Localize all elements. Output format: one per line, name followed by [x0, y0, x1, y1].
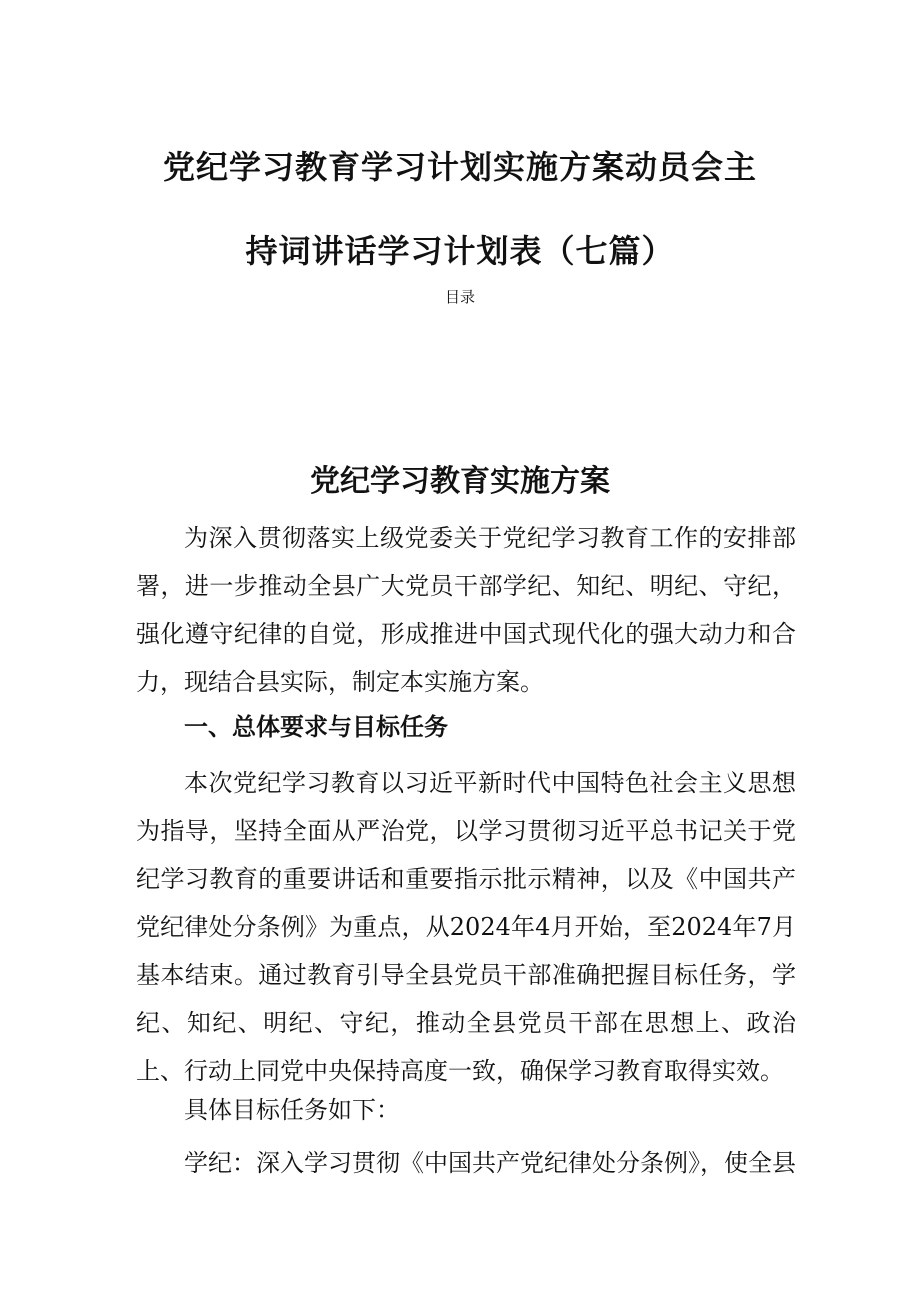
- paragraph-specific-tasks: 具体目标任务如下：: [184, 1096, 400, 1124]
- section-title: 党纪学习教育实施方案: [310, 464, 610, 499]
- document-title-line-2: 持词讲话学习计划表（七篇）: [245, 232, 675, 270]
- paragraph-overall-requirements: 本次党纪学习教育以习近平新时代中国特色社会主义思想为指导，坚持全面从严治党，以学习贯彻习近平总书记关于党纪学习教育的重要讲话和重要指示批示精神，以及《中国共产党纪律处分条例》为重点，从2024年4月开始，至2024年7月基本结束。通过教育引导全县党员干部准确把握目标任务，学纪、知纪、明纪、守纪，推动全县党员干部在思想上、政治上、行动上同党中央保持高度一致，确保学习教育取得实效。: [136, 769, 796, 1085]
- document-title-line-1: 党纪学习教育学习计划实施方案动员会主: [162, 148, 757, 186]
- table-of-contents-label: 目录: [444, 288, 475, 306]
- paragraph-learn-discipline: 学纪：深入学习贯彻《中国共产党纪律处分条例》，使全县: [184, 1149, 796, 1177]
- heading-overall-requirements: 一、总体要求与目标任务: [184, 713, 448, 741]
- intro-paragraph: 为深入贯彻落实上级党委关于党纪学习教育工作的安排部署，进一步推动全县广大党员干部学纪、知纪、明纪、守纪，强化遵守纪律的自觉，形成推进中国式现代化的强大动力和合力，现结合县实际，制定本实施方案。: [136, 524, 796, 696]
